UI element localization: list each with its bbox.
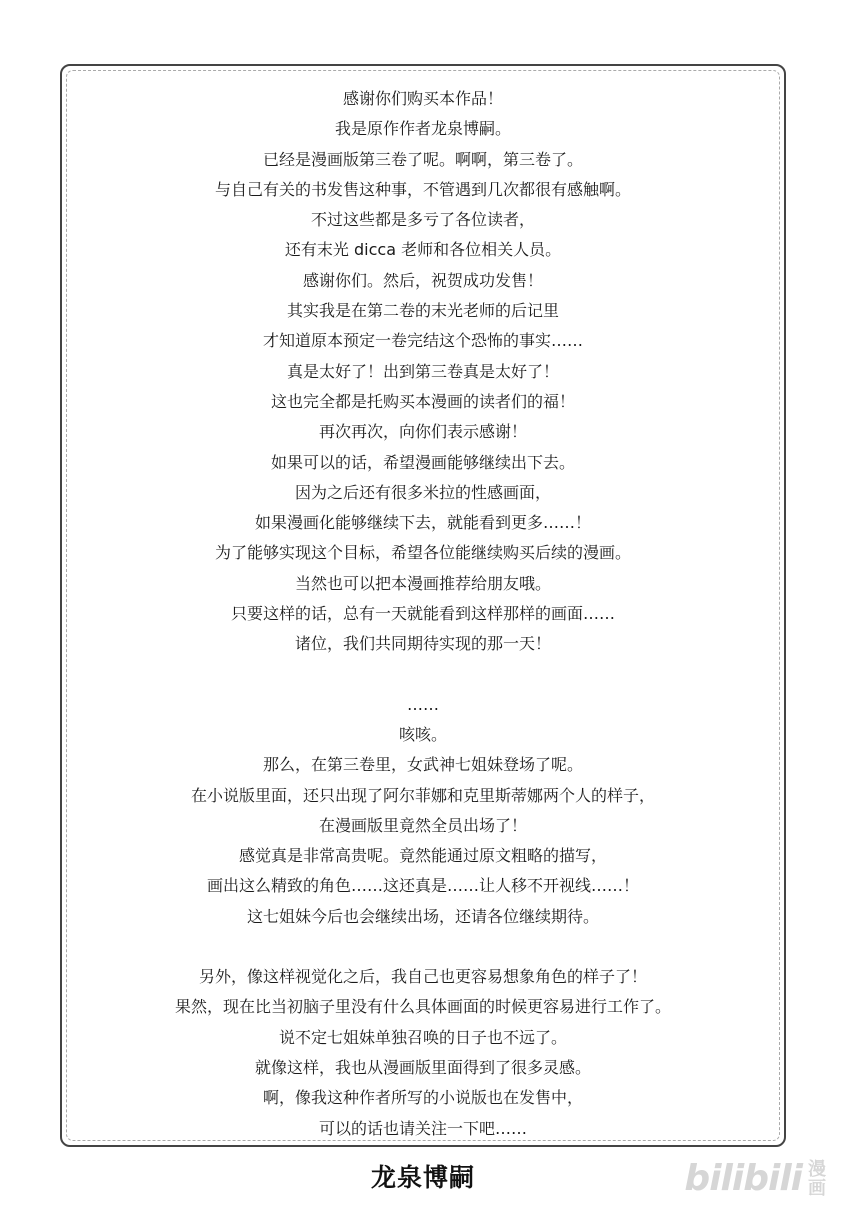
bilibili-watermark [684,1158,828,1199]
text-line: 我是原作作者龙泉博嗣。 [334,119,511,139]
text-line: 真是太好了！出到第三卷真是太好了！ [286,361,559,381]
text-line: 那么，在第三卷里，女武神七姐妹登场了呢。 [262,755,583,775]
text-line: 如果漫画化能够继续下去，就能看到更多……！ [254,513,591,533]
text-line: 啊，像我这种作者所写的小说版也在发售中， [262,1088,583,1108]
text-line: 诸位，我们共同期待实现的那一天！ [294,634,551,654]
text-line: 在小说版里面，还只出现了阿尔菲娜和克里斯蒂娜两个人的样子， [190,785,655,805]
afterword-text [66,84,780,1194]
text-line: 画出这么精致的角色……这还真是……让人移不开视线……！ [206,876,639,896]
text-line: 已经是漫画版第三卷了呢。啊啊，第三卷了。 [262,149,583,169]
author-signature: 龙泉博嗣 [370,1162,475,1192]
paragraph-gap [66,932,780,962]
text-line: 另外，像这样视觉化之后，我自己也更容易想象角色的样子了！ [198,967,647,987]
text-line: 就像这样，我也从漫画版里面得到了很多灵感。 [254,1057,591,1077]
paragraph-gap [66,660,780,690]
text-line: 因为之后还有很多米拉的性感画面， [294,482,551,502]
text-line: 还有末光 dicca 老师和各位相关人员。 [284,240,562,260]
text-line: 为了能够实现这个目标，希望各位能继续购买后续的漫画。 [214,543,631,563]
watermark-tag: 漫画 [808,1158,826,1199]
text-line: 在漫画版里竟然全员出场了！ [318,815,527,835]
text-line: 感谢你们。然后，祝贺成功发售！ [302,270,543,290]
text-line: 不过这些都是多亏了各位读者， [310,210,535,230]
text-line: 咳咳。 [398,724,447,744]
text-line: …… [407,694,439,714]
text-line: 与自己有关的书发售这种事，不管遇到几次都很有感触啊。 [214,179,631,199]
text-line: 感谢你们购买本作品！ [342,89,503,108]
text-line: 再次再次，向你们表示感谢！ [318,422,527,442]
text-line: 感觉真是非常高贵呢。竟然能通过原文粗略的描写， [238,846,607,866]
afterword-paragraph-3 [66,962,780,1144]
afterword-paragraph-1 [66,84,780,660]
text-line: 这七姐妹今后也会继续出场，还请各位继续期待。 [246,906,599,926]
text-line: 其实我是在第二卷的末光老师的后记里 [286,301,559,321]
text-line: 说不定七姐妹单独召唤的日子也不远了。 [278,1027,567,1047]
text-line: 果然，现在比当初脑子里没有什么具体画面的时候更容易进行工作了。 [174,997,671,1017]
text-line: 当然也可以把本漫画推荐给朋友哦。 [294,573,551,593]
watermark-logo: bilibili [684,1158,802,1199]
text-line: 如果可以的话，希望漫画能够继续出下去。 [270,452,575,472]
text-line: 可以的话也请关注一下吧…… [318,1118,527,1138]
afterword-paragraph-2 [66,690,780,932]
text-line: 才知道原本预定一卷完结这个恐怖的事实…… [262,331,583,351]
text-line: 这也完全都是托购买本漫画的读者们的福！ [270,391,575,411]
text-line: 只要这样的话，总有一天就能看到这样那样的画面…… [230,604,615,624]
